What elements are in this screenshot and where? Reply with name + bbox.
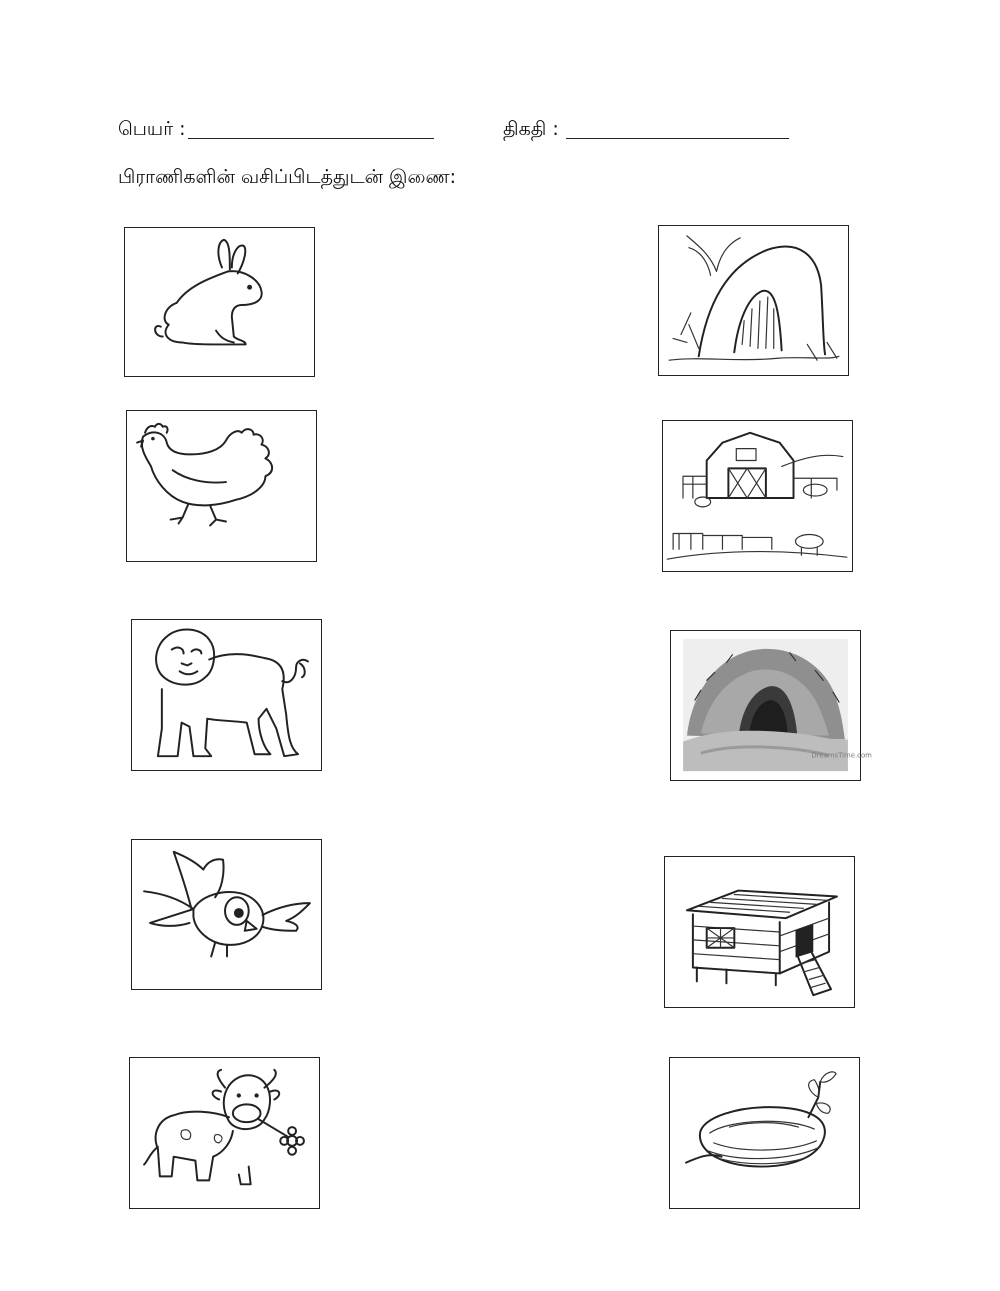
burrow-card[interactable]: [658, 225, 849, 376]
rabbit-icon: [125, 228, 314, 376]
hen-icon: [127, 411, 316, 561]
cave-watermark: DreamsTime.com: [811, 751, 872, 760]
cave-card[interactable]: [670, 630, 872, 781]
nest-card[interactable]: [669, 1057, 860, 1209]
lion-card[interactable]: [131, 619, 322, 771]
instruction-text: பிராணிகளின் வசிப்பிடத்துடன் இணை:: [118, 166, 457, 188]
cave-icon: [671, 631, 872, 780]
hen-card[interactable]: [126, 410, 317, 562]
name-label: பெயர் :: [118, 118, 186, 140]
nest-icon: [670, 1058, 859, 1208]
cow-icon: [130, 1058, 319, 1208]
bird-icon: [132, 840, 321, 989]
burrow-icon: [659, 226, 848, 375]
farm-barn-card[interactable]: [662, 420, 853, 572]
farm-barn-icon: [663, 421, 852, 571]
bird-card[interactable]: [131, 839, 322, 990]
name-blank-line[interactable]: [188, 138, 434, 139]
cow-card[interactable]: [129, 1057, 320, 1209]
date-label: திகதி :: [503, 118, 559, 140]
worksheet-header: [0, 114, 1000, 144]
lion-icon: [132, 620, 321, 770]
coop-card[interactable]: [664, 856, 855, 1008]
rabbit-card[interactable]: [124, 227, 315, 377]
coop-icon: [665, 857, 854, 1007]
date-blank-line[interactable]: [566, 138, 789, 139]
